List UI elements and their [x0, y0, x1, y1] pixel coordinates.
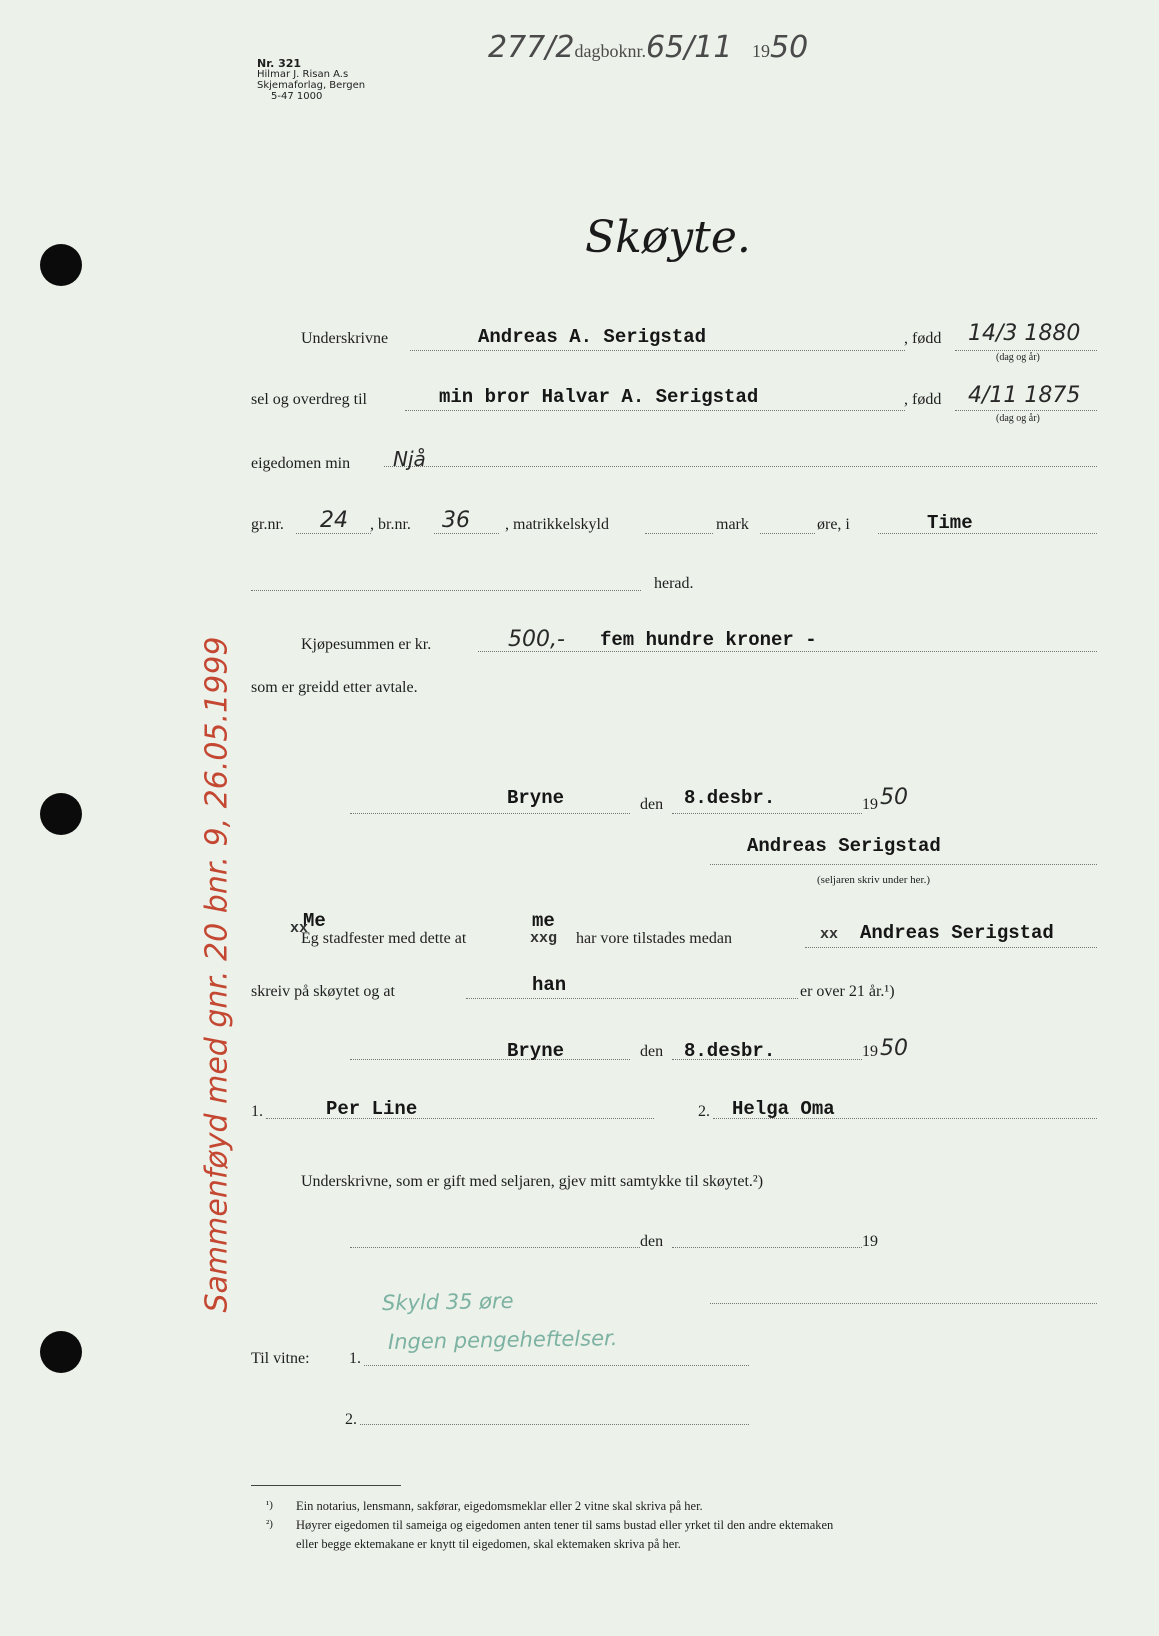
mark-dotted-line — [760, 533, 815, 534]
signing-place-1: Bryne — [507, 787, 565, 809]
seller-signature-hint: (seljaren skriv under her.) — [817, 874, 931, 886]
matrikkel-dotted-line — [645, 533, 713, 534]
printer-info — [257, 58, 365, 102]
buyer-name: min bror Halvar A. Serigstad — [439, 386, 759, 408]
property-dotted-line — [384, 466, 1097, 467]
buyer-date-hint: (dag og år) — [996, 413, 1040, 424]
brnr-value: 36 — [442, 508, 470, 533]
signing-place-2: Bryne — [507, 1040, 565, 1062]
seller-born-dotted-line — [955, 350, 1097, 351]
matrikkel-label: , matrikkelskyld — [505, 516, 609, 533]
witness-number-1: 1. — [251, 1103, 263, 1120]
seller-date-hint: (dag og år) — [996, 352, 1040, 363]
spouse-date-dotted-line — [672, 1247, 862, 1248]
price-label: Kjøpesummen er kr. — [301, 636, 432, 653]
form-number: Nr. 321 — [257, 57, 302, 70]
signing-date-2: 8.desbr. — [684, 1040, 776, 1062]
header-year-prefix: 19 — [751, 41, 770, 61]
place-dotted-line-1 — [350, 813, 630, 814]
footnote-1-mark: ¹) — [266, 1499, 273, 1511]
red-merger-annotation: Sammenføyd med gnr. 20 bnr. 9, 26.05.1999 — [199, 636, 235, 1313]
footnote-2a: Høyrer eigedomen til sameiga og eigedomen anten tener til sams bustad eller yrket til den andre ektemaken — [296, 1518, 834, 1532]
confirmation-struck-mid: xxg — [530, 930, 558, 947]
punch-hole-middle — [40, 793, 82, 835]
buyer-born-dotted-line — [955, 410, 1097, 411]
buyer-label: sel og overdreg til — [251, 391, 367, 408]
confirmation-text-1: Eg stadfester med dette at — [301, 930, 467, 947]
seller-dotted-line — [410, 350, 905, 351]
mark-label: mark — [716, 516, 749, 533]
header-year: 50 — [769, 30, 809, 65]
header-label: dagboknr. — [574, 41, 646, 61]
property-label: eigedomen min — [251, 455, 351, 472]
place-dotted-line-2 — [350, 1059, 630, 1060]
confirmation-pronoun: han — [532, 974, 567, 996]
document-title: Skøyte. — [585, 212, 751, 263]
spouse-signature-dotted-line — [710, 1303, 1097, 1304]
confirmation-name: Andreas Serigstad — [860, 922, 1054, 944]
signing-date-1: 8.desbr. — [684, 787, 776, 809]
footnote-1: Ein notarius, lensmann, sakførar, eigedomsmeklar eller 2 vitne skal skriva på her. — [296, 1499, 703, 1513]
seller-signature-dotted-line — [710, 864, 1097, 865]
municipality-dotted-line — [878, 533, 1097, 534]
printer-line-2: Skjemaforlag, Bergen — [257, 80, 366, 91]
printer-line-3: 5-47 1000 — [271, 91, 323, 102]
footnote-2b: eller begge ektemakane er knytt til eigedomen, skal ektemaken skriva på her. — [296, 1537, 681, 1551]
herad-label: herad. — [654, 575, 694, 592]
printer-line-1: Hilmar J. Risan A.s — [257, 69, 349, 80]
confirmation-struck-name: xx — [820, 926, 839, 943]
price-dotted-line — [478, 651, 1097, 652]
buyer-born-label: , fødd — [904, 391, 942, 408]
signing-den-1: den — [640, 796, 664, 813]
herad-dotted-line — [251, 590, 641, 591]
header-number: 65/11 — [645, 30, 733, 65]
grnr-dotted-line — [296, 533, 371, 534]
witness-name-1: Per Line — [326, 1098, 418, 1120]
confirmation-text-3: skreiv på skøytet og at — [251, 983, 395, 1000]
seller-name: Andreas A. Serigstad — [478, 326, 707, 348]
punch-hole-bottom — [40, 1331, 82, 1373]
footnote-2-mark: ²) — [266, 1518, 273, 1530]
note-line-2: Ingen pengeheftelser. — [387, 1326, 618, 1354]
grnr-value: 24 — [320, 508, 348, 533]
confirmation-text-2: har vore tilstades medan — [576, 930, 732, 947]
spouse-place-dotted-line — [350, 1247, 640, 1248]
signing-year-2: 50 — [880, 1036, 908, 1061]
confirmation-pronoun-dotted-line — [466, 998, 798, 999]
price-paid-text: som er greidd etter avtale. — [251, 679, 418, 696]
spouse-den: den — [640, 1233, 664, 1250]
brnr-label: , br.nr. — [370, 516, 411, 533]
spouse-year-prefix: 19 — [862, 1233, 878, 1250]
til-vitne-dotted-line-1 — [364, 1365, 749, 1366]
header-journal-stamp — [488, 30, 808, 65]
confirmation-name-dotted-line — [805, 947, 1097, 948]
punch-hole-top — [40, 244, 82, 286]
seller-birth-date: 14/3 1880 — [968, 321, 1081, 346]
date-dotted-line-1 — [672, 813, 862, 814]
seller-signature: Andreas Serigstad — [747, 835, 941, 857]
witness-dotted-line-1 — [266, 1118, 654, 1119]
price-amount: 500,- — [508, 627, 565, 652]
price-words: fem hundre kroner - — [600, 629, 817, 651]
municipality-name: Time — [927, 512, 973, 534]
signing-year-prefix-1: 19 — [862, 796, 878, 813]
header-handwritten-prefix: 277/2 — [488, 30, 575, 65]
signing-year-prefix-2: 19 — [862, 1043, 878, 1060]
confirmation-over-left: Me — [303, 910, 326, 932]
buyer-birth-date: 4/11 1875 — [968, 383, 1081, 408]
witness-number-2: 2. — [698, 1103, 710, 1120]
til-vitne-dotted-line-2 — [360, 1424, 749, 1425]
confirmation-over-mid: me — [532, 910, 555, 932]
signing-den-2: den — [640, 1043, 664, 1060]
property-name: Njå — [393, 447, 426, 471]
grnr-label: gr.nr. — [251, 516, 284, 533]
witness-name-2: Helga Oma — [732, 1098, 835, 1120]
footnote-rule — [251, 1485, 401, 1486]
seller-born-label: , fødd — [904, 330, 942, 347]
buyer-dotted-line — [405, 410, 905, 411]
confirmation-text-4: er over 21 år.¹) — [800, 983, 895, 1000]
til-vitne-number-1: 1. — [349, 1350, 361, 1367]
note-line-1: Skyld 35 øre — [381, 1288, 514, 1316]
seller-label: Underskrivne — [301, 330, 389, 347]
confirmation-struck-left: xx — [290, 920, 309, 937]
spouse-consent-text: Underskrivne, som er gift med seljaren, gjev mitt samtykke til skøytet.²) — [301, 1173, 764, 1190]
til-vitne-label: Til vitne: — [251, 1350, 310, 1367]
brnr-dotted-line — [434, 533, 499, 534]
ore-label: øre, i — [817, 516, 850, 533]
til-vitne-number-2: 2. — [345, 1411, 357, 1428]
signing-year-1: 50 — [880, 785, 908, 810]
